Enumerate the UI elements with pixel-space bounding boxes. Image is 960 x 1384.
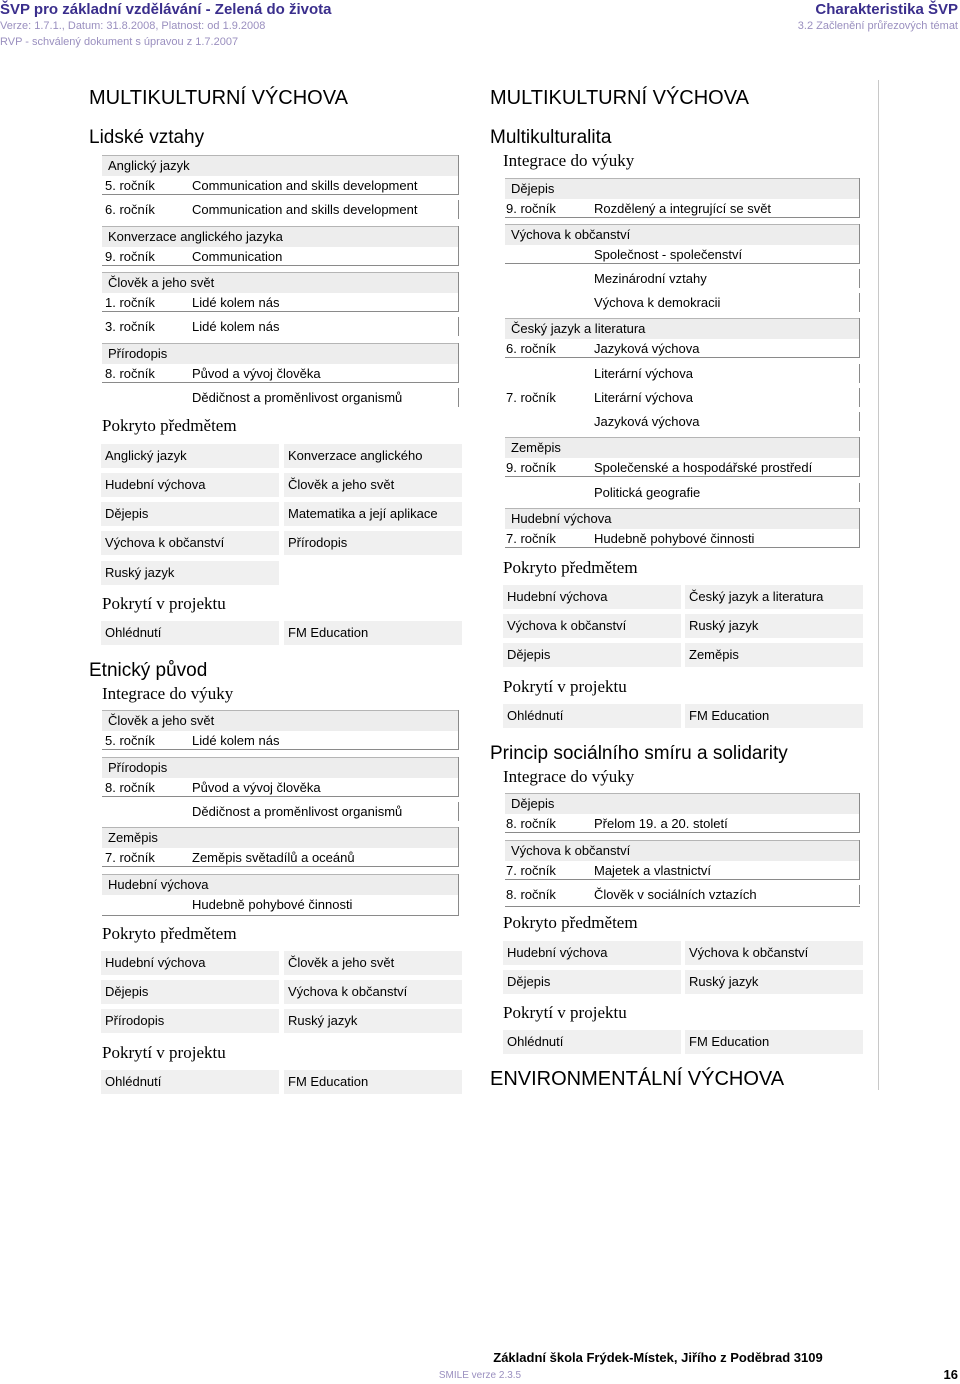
group-clovek-a-jeho-svet [102,710,459,750]
project-chip: Ohlédnutí [101,1070,279,1094]
topic: Lidé kolem nás [192,319,280,334]
covered-by-subject-label: Pokryto předmětem [503,558,638,577]
grade: 9. ročník [506,201,556,216]
subject-chip: Člověk a jeho svět [284,473,462,497]
topic: Lidé kolem nás [192,295,280,310]
grade: 8. ročník [506,887,556,902]
topic: Literární výchova [594,390,693,405]
column-divider [878,80,879,1090]
project-chip: FM Education [284,621,462,645]
topic: Dědičnost a proměnlivost organismů [192,390,403,405]
subject-chip: Hudební výchova [101,951,279,975]
row-divider [859,293,860,312]
covered-by-subject-label: Pokryto předmětem [102,924,237,943]
integration-label: Integrace do výuky [102,684,234,703]
grade: 7. ročník [506,531,556,546]
grade: 7. ročník [506,863,556,878]
topic: Politická geografie [594,485,701,500]
subject-chip: Hudební výchova [101,473,279,497]
covered-by-project-label: Pokrytí v projektu [102,1043,226,1062]
grade: 6. ročník [506,341,556,356]
row-divider [458,388,459,407]
group-zemepis [102,827,459,867]
project-chip: FM Education [685,704,863,728]
group-hudebni-vychova [102,874,459,916]
row-divider [859,483,860,502]
group-vychova-k-obcanstvi [505,840,860,880]
subject-chip: Ruský jazyk [685,970,863,994]
subject-chip: Hudební výchova [503,941,681,965]
section-number-title: 3.2 Začlenění průřezových témat [797,20,958,32]
group-anglicky-jazyk [102,155,459,195]
subject-chip: Anglický jazyk [101,444,279,468]
topic: Communication [192,249,283,264]
subject-chip: Konverzace anglického [284,444,462,468]
grade: 8. ročník [105,780,155,795]
project-chip: FM Education [685,1030,863,1054]
group-subject: Dějepis [511,181,555,196]
project-chip: Ohlédnutí [503,704,681,728]
environmental-heading: ENVIRONMENTÁLNÍ VÝCHOVA [490,1068,785,1090]
row-divider [859,364,860,383]
topic: Literární výchova [594,366,693,381]
grade: 5. ročník [105,733,155,748]
etnicky-puvod-heading: Etnický původ [89,660,208,681]
topic: Jazyková výchova [594,341,700,356]
multikulturalita-heading: Multikulturalita [490,127,612,148]
group-prirodopis [102,343,459,383]
group-subject: Dějepis [511,796,555,811]
grade: 7. ročník [105,850,155,865]
subject-chip: Výchova k občanství [101,531,279,555]
covered-by-project-label: Pokrytí v projektu [503,1003,627,1022]
subject-chip: Výchova k občanství [503,614,681,638]
group-subject: Výchova k občanství [511,843,631,858]
integration-label: Integrace do výuky [503,151,635,170]
group-subject: Anglický jazyk [108,158,190,173]
row-divider [859,412,860,431]
group-clovek-a-jeho-svet [102,272,459,312]
group-subject: Hudební výchova [511,511,612,526]
grade: 9. ročník [105,249,155,264]
group-subject: Přírodopis [108,346,168,361]
topic: Dědičnost a proměnlivost organismů [192,804,403,819]
subject-chip: Ruský jazyk [685,614,863,638]
project-chip: FM Education [284,1070,462,1094]
topic: Mezinárodní vztahy [594,271,707,286]
subject-chip: Dějepis [101,980,279,1004]
project-chip: Ohlédnutí [503,1030,681,1054]
topic: Zeměpis světadílů a oceánů [192,850,355,865]
subject-chip: Ruský jazyk [101,561,279,585]
group-subject: Zeměpis [511,440,561,455]
group-subject: Hudební výchova [108,877,209,892]
topic: Hudebně pohybové činnosti [594,531,755,546]
topic: Společenské a hospodářské prostředí [594,460,813,475]
topic: Majetek a vlastnictví [594,863,712,878]
row-divider [458,200,459,219]
subject-chip: Matematika a její aplikace [284,502,462,526]
covered-by-project-label: Pokrytí v projektu [102,594,226,613]
subject-chip: Člověk a jeho svět [284,951,462,975]
subject-chip: Dějepis [503,643,681,667]
topic: Člověk v sociálních vztazích [594,887,757,902]
row-divider [859,269,860,288]
row-divider [458,802,459,821]
integration-label: Integrace do výuky [503,767,635,786]
group-dejepis [505,793,860,833]
section-category-title: Charakteristika ŠVP [815,1,958,18]
subject-chip: Přírodopis [284,531,462,555]
project-chip: Ohlédnutí [101,621,279,645]
version-line: Verze: 1.7.1., Datum: 31.8.2008, Platnost: od 1.9.2008 [0,20,266,32]
topic: Communication and skills development [192,202,418,217]
row-divider [458,317,459,336]
grade: 5. ročník [105,178,155,193]
group-hudebni-vychova [505,508,860,548]
rvp-line: RVP - schválený dokument s úpravou z 1.7.2007 [0,36,239,48]
grade: 3. ročník [105,319,155,334]
grade: 9. ročník [506,460,556,475]
right-main-heading: MULTIKULTURNÍ VÝCHOVA [490,87,749,109]
covered-by-subject-label: Pokryto předmětem [503,913,638,932]
subject-chip: Přírodopis [101,1009,279,1033]
group-prirodopis [102,757,459,797]
left-main-heading: MULTIKULTURNÍ VÝCHOVA [89,87,348,109]
group-vychova-k-obcanstvi [505,224,860,264]
topic: Lidé kolem nás [192,733,280,748]
topic: Původ a vývoj člověka [192,780,321,795]
group-subject: Člověk a jeho svět [108,275,215,290]
grade: 6. ročník [105,202,155,217]
solidarity-heading: Princip sociálního smíru a solidarity [490,743,788,764]
subject-chip: Hudební výchova [503,585,681,609]
topic: Přelom 19. a 20. století [594,816,728,831]
group-dejepis [505,178,860,218]
covered-by-project-label: Pokrytí v projektu [503,677,627,696]
subject-chip: Zeměpis [685,643,863,667]
topic: Původ a vývoj člověka [192,366,321,381]
subject-chip: Výchova k občanství [685,941,863,965]
row-divider [859,388,860,407]
group-subject: Český jazyk a literatura [511,321,646,336]
subject-chip: Dějepis [101,502,279,526]
topic: Výchova k demokracii [594,295,721,310]
topic: Společnost - společenství [594,247,743,262]
subject-chip: Ruský jazyk [284,1009,462,1033]
lidske-vztahy-heading: Lidské vztahy [89,127,205,148]
topic: Jazyková výchova [594,414,700,429]
page-number: 16 [943,1367,958,1382]
topic: Hudebně pohybové činnosti [192,897,353,912]
grade: 7. ročník [506,390,556,405]
footer-version: SMILE verze 2.3.5 [438,1370,522,1381]
topic: Communication and skills development [192,178,418,193]
group-konverzace [102,226,459,266]
group-subject: Konverzace anglického jazyka [108,229,283,244]
group-subject: Přírodopis [108,760,168,775]
group-subject: Výchova k občanství [511,227,631,242]
group-subject: Člověk a jeho svět [108,713,215,728]
subject-chip: Výchova k občanství [284,980,462,1004]
grade: 1. ročník [105,295,155,310]
group-cesky-jazyk [505,318,860,358]
document-title: ŠVP pro základní vzdělávání - Zelená do života [0,1,332,18]
covered-by-subject-label: Pokryto předmětem [102,416,237,435]
group-zemepis [505,437,860,477]
group-subject: Zeměpis [108,830,158,845]
group-bottom-border [505,906,860,907]
footer-school: Základní škola Frýdek-Místek, Jiřího z Poděbrad 3109 [493,1350,823,1365]
subject-chip: Dějepis [503,970,681,994]
subject-chip: Český jazyk a literatura [685,585,863,609]
grade: 8. ročník [506,816,556,831]
topic: Rozdělený a integrující se svět [594,201,772,216]
row-divider [859,885,860,904]
grade: 8. ročník [105,366,155,381]
